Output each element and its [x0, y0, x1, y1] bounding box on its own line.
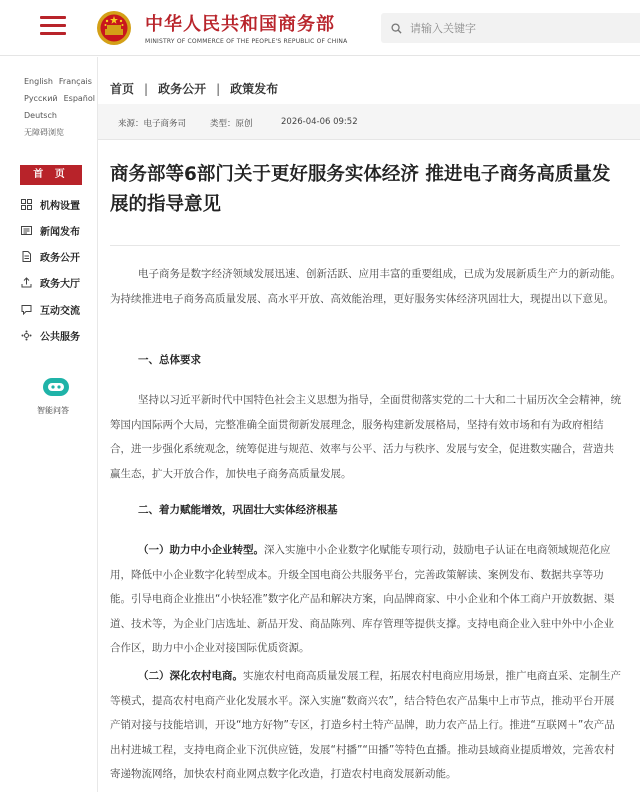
sidebar-item-home[interactable]: 首 页	[20, 165, 82, 185]
item1-paragraph	[110, 538, 622, 661]
sidebar-item-gov-affairs[interactable]	[20, 248, 80, 264]
sidebar-item-news[interactable]	[20, 222, 80, 238]
article-source: 来源：电子商务司	[118, 119, 187, 129]
search-icon[interactable]	[391, 23, 402, 34]
article-type: 类型：原创	[210, 119, 253, 129]
sidebar-item-label: 公共服务	[40, 331, 80, 343]
section-heading-1: 一、总体要求	[138, 354, 201, 366]
item2-lead: （二）深化农村电商。	[138, 670, 243, 682]
lang-spanish-link[interactable]: Español	[63, 94, 95, 103]
search-input[interactable]	[410, 22, 610, 35]
document-icon	[20, 250, 32, 262]
sidebar-item-organization[interactable]	[20, 196, 80, 212]
title-divider	[110, 245, 620, 246]
item1-lead: （一）助力中小企业转型。	[138, 544, 264, 556]
language-row-4	[24, 127, 70, 138]
lang-french-link[interactable]: Français	[58, 77, 92, 86]
robot-chat-icon	[42, 377, 70, 397]
breadcrumb-gov-affairs[interactable]: 政务公开	[158, 82, 207, 96]
lang-english-link[interactable]: English	[24, 77, 53, 86]
article-title: 商务部等6部门关于更好服务实体经济 推进电子商务高质量发展的指导意见	[110, 164, 611, 215]
breadcrumb: 首页 | 政务公开 | 政策发布	[110, 82, 279, 96]
smart-qa-label: 智能问答	[37, 406, 69, 415]
item2-body: 实施农村电商高质量发展工程，拓展农村电商应用场景，推广电商直采、定制生产等模式，提高农村电商产业化发展水平。深入实施“数商兴农”，结合特色农产品集中上市节点，推动平台开展产销对接与技能培训，开设“地方好物”专区，打造乡村土特产品牌，助力农产品上行。推进“互联网＋”农产品出村进城工程，支持电商企业下沉供应链，发展“村播”“田播”等特色直播。推动县域商业提质增效，完善农村寄递物流网络，加快农村商业网点数字化改造，打造农村电商发展新动能。	[110, 670, 621, 780]
site-subtitle: MINISTRY OF COMMERCE OF THE PEOPLE'S REPUBLIC OF CHINA	[145, 38, 348, 45]
sidebar-item-label: 政务大厅	[40, 278, 80, 290]
breadcrumb-policy-release[interactable]: 政策发布	[230, 82, 279, 96]
article-date: 2026-04-06 09:52	[281, 117, 358, 127]
item2-paragraph	[110, 664, 622, 787]
chat-icon	[20, 303, 32, 315]
smart-qa-button[interactable]	[38, 377, 74, 416]
hamburger-menu-icon[interactable]	[40, 16, 66, 38]
item1-body: 深入实施中小企业数字化赋能专项行动，鼓励电子认证在电商领域规范化应用，降低中小企业数字化转型成本。升级全国电商公共服务平台，完善政策解读、案例发布、数据共享等功能。引导电商企业推出“小快轻准”数字化产品和解决方案，向品牌商家、中小企业和个体工商户开放数据、渠道、技术等，为企业门店选址、新品开发、商品陈列、库存管理等提供支撑。支持电商企业入驻中外中小企业合作区，助力中小企业对接国际优质资源。	[110, 544, 615, 654]
language-row-1	[24, 77, 98, 86]
sidebar-item-label: 互动交流	[40, 305, 80, 317]
sidebar-item-interaction[interactable]	[20, 301, 80, 317]
grid-icon	[20, 198, 32, 210]
lang-russian-link[interactable]: Русский	[24, 94, 58, 103]
service-icon	[20, 329, 32, 341]
sidebar-item-label: 新闻发布	[40, 226, 80, 238]
section1-paragraph: 坚持以习近平新时代中国特色社会主义思想为指导，全面贯彻落实党的二十大和二十届历次全会精神，统筹国内国际两个大局，完整准确全面贯彻新发展理念，服务构建新发展格局，坚持有效市场和有为政府相结合，进一步强化系统观念，统筹促进与规范、效率与公平、活力与秩序、发展与安全，促进数实融合，营造共赢生态，扩大开放合作，加快电子商务高质量发展。	[110, 394, 621, 480]
sidebar-item-label: 政务公开	[40, 252, 80, 264]
accessibility-link[interactable]: 无障碍浏览	[24, 128, 64, 137]
lang-german-link[interactable]: Deutsch	[24, 111, 57, 120]
site-header	[0, 0, 640, 56]
sidebar-item-service-hall[interactable]	[20, 274, 80, 290]
section-heading-2: 二、着力赋能增效，巩固壮大实体经济根基	[138, 504, 338, 516]
sidebar-item-label: 机构设置	[40, 200, 80, 212]
newspaper-icon	[20, 224, 32, 236]
sidebar-item-public-service[interactable]	[20, 327, 80, 343]
article-intro-paragraph: 电子商务是数字经济领域发展迅速、创新活跃、应用丰富的重要组成，已成为发展新质生产力的新动能。为持续推进电子商务高质量发展、高水平开放、高效能治理，更好服务实体经济巩固壮大，现提出以下意见。	[110, 268, 621, 305]
language-row-2	[24, 94, 101, 103]
language-row-3	[24, 111, 63, 120]
search-box[interactable]	[381, 13, 640, 43]
sidebar	[0, 57, 98, 792]
site-title[interactable]: 中华人民共和国商务部	[145, 14, 335, 35]
article-meta-bar	[98, 104, 640, 140]
upload-icon	[20, 276, 32, 288]
national-emblem-logo	[96, 10, 132, 46]
breadcrumb-home[interactable]: 首页	[110, 82, 135, 96]
